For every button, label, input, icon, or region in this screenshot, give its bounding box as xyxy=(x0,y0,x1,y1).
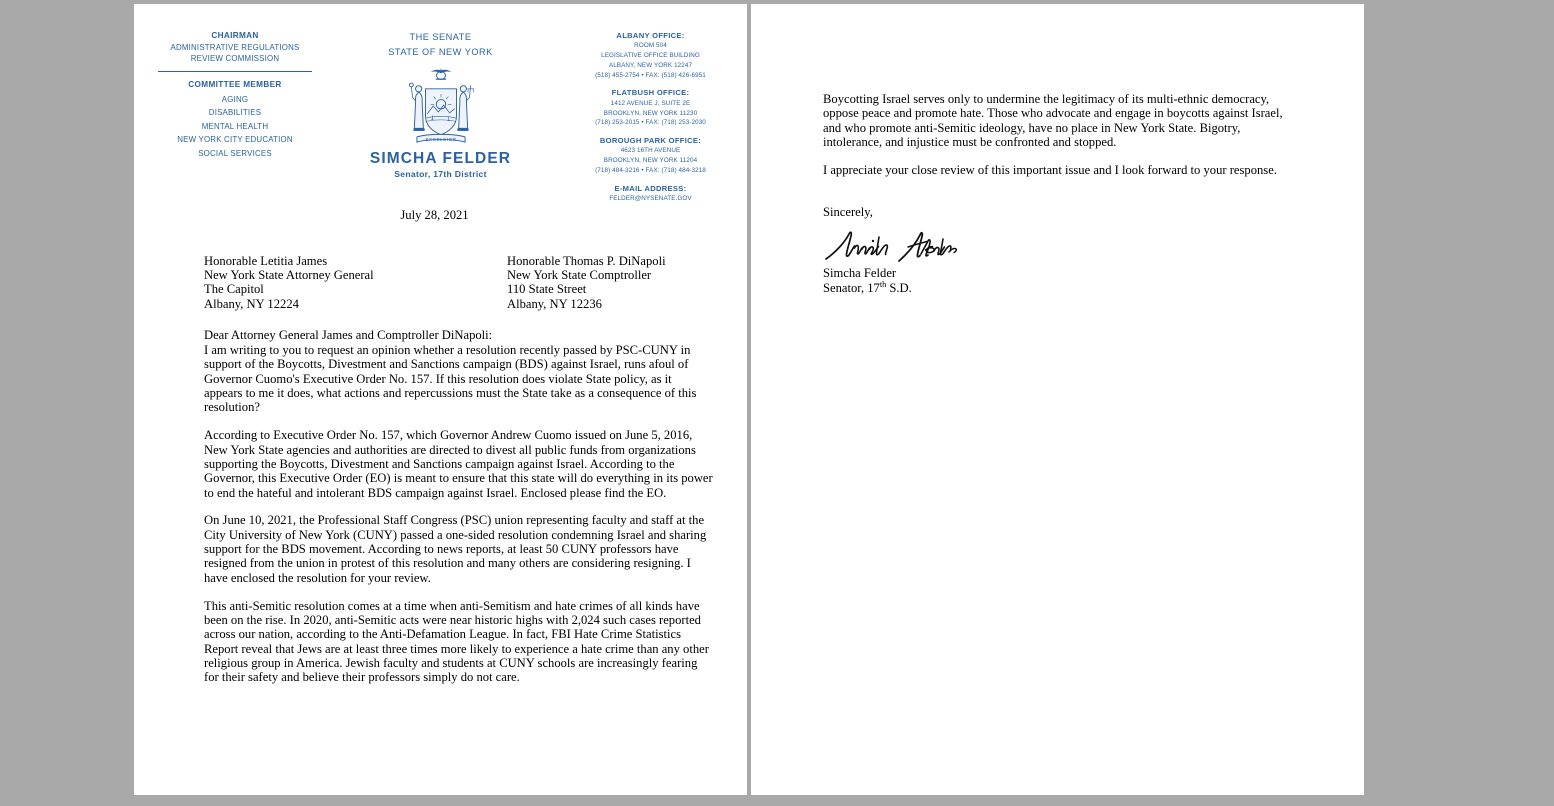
office-name: BOROUGH PARK OFFICE: xyxy=(599,136,702,146)
letter-salutation: Dear Attorney General James and Comptroller DiNapoli: xyxy=(204,328,493,342)
senate-line-1: THE SENATE xyxy=(409,32,472,42)
committee-item: AGING xyxy=(221,94,249,104)
committee-item: MENTAL HEALTH xyxy=(201,121,269,131)
committee-list xyxy=(148,93,322,161)
letter-date: July 28, 2021 xyxy=(400,208,469,222)
signer-name: Simcha Felder xyxy=(823,265,897,280)
letter-paragraph: Boycotting Israel serves only to undermine the legitimacy of its multi-ethnic democracy, oppose peace and promote hate. Those who advocate and engage in boycotts against Israel, and who promote anti-Semitic ideology, have no place in New York State. Bigotry, intolerance, and injustice must be confronted and stopped. xyxy=(823,92,1283,150)
letter-paragraph: On June 10, 2021, the Professional Staff Congress (PSC) union representing faculty and staff at the City University of New York (CUNY) passed a one-sided resolution condemning Israel and sharing support for the BDS movement. According to news reports, at least 50 CUNY professors have resigned from the union in protest of this resolution and many others are considering resigning. I have enclosed the resolution for your review. xyxy=(204,513,707,585)
new-york-state-coat-of-arms-icon xyxy=(398,63,484,149)
office-phone-fax: (718) 484-3216 • FAX: (718) 484-3218 xyxy=(595,166,706,174)
office-phone-fax: (718) 253-2015 • FAX: (718) 253-2030 xyxy=(595,119,706,127)
office-line: 1412 AVENUE J, SUITE 2E xyxy=(610,99,691,107)
recipient-street: The Capitol xyxy=(204,282,264,297)
office-block-flatbush xyxy=(568,87,733,128)
chairman-commission-line-2: REVIEW COMMISSION xyxy=(190,54,280,64)
signer-title-ordinal: th xyxy=(879,280,887,289)
letter-body-page-2 xyxy=(751,4,1364,296)
senator-name: SIMCHA FELDER xyxy=(369,150,512,168)
office-name: ALBANY OFFICE: xyxy=(616,31,685,40)
svg-text:EXCELSIOR: EXCELSIOR xyxy=(424,137,457,143)
signer-title xyxy=(823,280,1294,296)
email-address: FELDER@NYSENATE.GOV xyxy=(609,195,692,203)
recipient-city: Albany, NY 12236 xyxy=(507,296,602,311)
email-label: E-MAIL ADDRESS: xyxy=(614,183,687,193)
office-block-albany xyxy=(568,30,733,80)
recipient-name: Honorable Letitia James xyxy=(204,254,328,268)
recipient-address-right xyxy=(507,254,666,311)
office-line: BROOKLYN, NEW YORK 11204 xyxy=(603,157,698,165)
recipient-city: Albany, NY 12224 xyxy=(204,296,299,311)
letterhead xyxy=(134,4,747,203)
letter-body-page-1 xyxy=(134,208,747,685)
recipient-title: New York State Attorney General xyxy=(204,268,374,283)
recipient-street: 110 State Street xyxy=(507,282,587,297)
letter-paragraph: This anti-Semitic resolution comes at a time when anti-Semitism and hate crimes of all kinds have been on the rise. In 2020, anti-Semitic acts were near historic highs with 2,024 such cases reported across our nation, according to the Anti-Defamation League. In fact, FBI Hate Crime Statistics Report reveal that Jews are at least three times more likely to experience a hate crime than any other religious group in America. Jewish faculty and students at CUNY schools are increasingly fearing for their safety and believe their professors simply do not care. xyxy=(204,598,709,685)
letterhead-right-column xyxy=(568,30,733,211)
document-page-1 xyxy=(134,4,747,795)
recipient-name: Honorable Thomas P. DiNapoli xyxy=(507,254,666,268)
committee-item: NEW YORK CITY EDUCATION xyxy=(177,135,293,145)
committee-item: DISABILITIES xyxy=(208,108,262,118)
handwritten-signature-icon xyxy=(823,226,958,264)
chairman-commission-line-1: ADMINISTRATIVE REGULATIONS xyxy=(170,42,300,52)
office-line: LEGISLATIVE OFFICE BUILDING xyxy=(601,52,700,60)
signer-title-suffix: S.D. xyxy=(886,281,912,296)
letter-paragraphs-page-1 xyxy=(134,343,747,685)
office-line: ROOM 504 xyxy=(634,42,667,50)
letterhead-center-column xyxy=(326,30,556,179)
letter-paragraph: I appreciate your close review of this important issue and I look forward to your response. xyxy=(823,163,1277,178)
letter-paragraph: I am writing to you to request an opinion whether a resolution recently passed by PSC-CUNY in support of the Boycotts, Divestment and Sanctions campaign (BDS) against Israel, runs afoul of Governor Cuomo's Executive Order No. 157. If this resolution does violate State policy, as it appears to me it does, what actions and repercussions must the State take as a consequence of this resolution? xyxy=(204,343,697,415)
office-name: FLATBUSH OFFICE: xyxy=(611,88,690,98)
recipient-title: New York State Comptroller xyxy=(507,268,652,283)
signer-block xyxy=(823,266,1294,296)
letter-closing: Sincerely, xyxy=(823,204,873,219)
office-line: ALBANY, NEW YORK 12247 xyxy=(608,61,693,69)
signer-title-prefix: Senator, 17 xyxy=(823,281,880,296)
office-phone-fax: (518) 455-2754 • FAX: (518) 426-6951 xyxy=(595,71,706,79)
office-block-borough-park xyxy=(568,135,733,176)
committee-item: SOCIAL SERVICES xyxy=(198,149,272,159)
chairman-label: CHAIRMAN xyxy=(211,31,259,40)
senate-line-2: STATE OF NEW YORK xyxy=(388,47,493,58)
office-line: 4623 16TH AVENUE xyxy=(620,147,681,155)
recipient-address-left xyxy=(204,254,374,311)
office-line: BROOKLYN, NEW YORK 11230 xyxy=(603,109,698,117)
letterhead-divider xyxy=(158,71,312,72)
letterhead-left-column xyxy=(148,30,322,161)
senator-district: Senator, 17th District xyxy=(394,169,487,180)
document-page-2 xyxy=(751,4,1364,795)
letter-paragraph: According to Executive Order No. 157, which Governor Andrew Cuomo issued on June 5, 2016, New York State agencies and authorities are directed to divest all public funds from organizations supporting the Boycotts, Divestment and Sanctions campaign against Israel. According to the Governor, this Executive Order (EO) is meant to ensure that this state will do everything in its power to end the hateful and intolerant BDS campaign against Israel. Enclosed please find the EO. xyxy=(204,428,713,500)
recipient-block xyxy=(134,254,747,328)
committee-member-label: COMMITTEE MEMBER xyxy=(188,79,282,89)
office-block-email xyxy=(568,183,733,204)
